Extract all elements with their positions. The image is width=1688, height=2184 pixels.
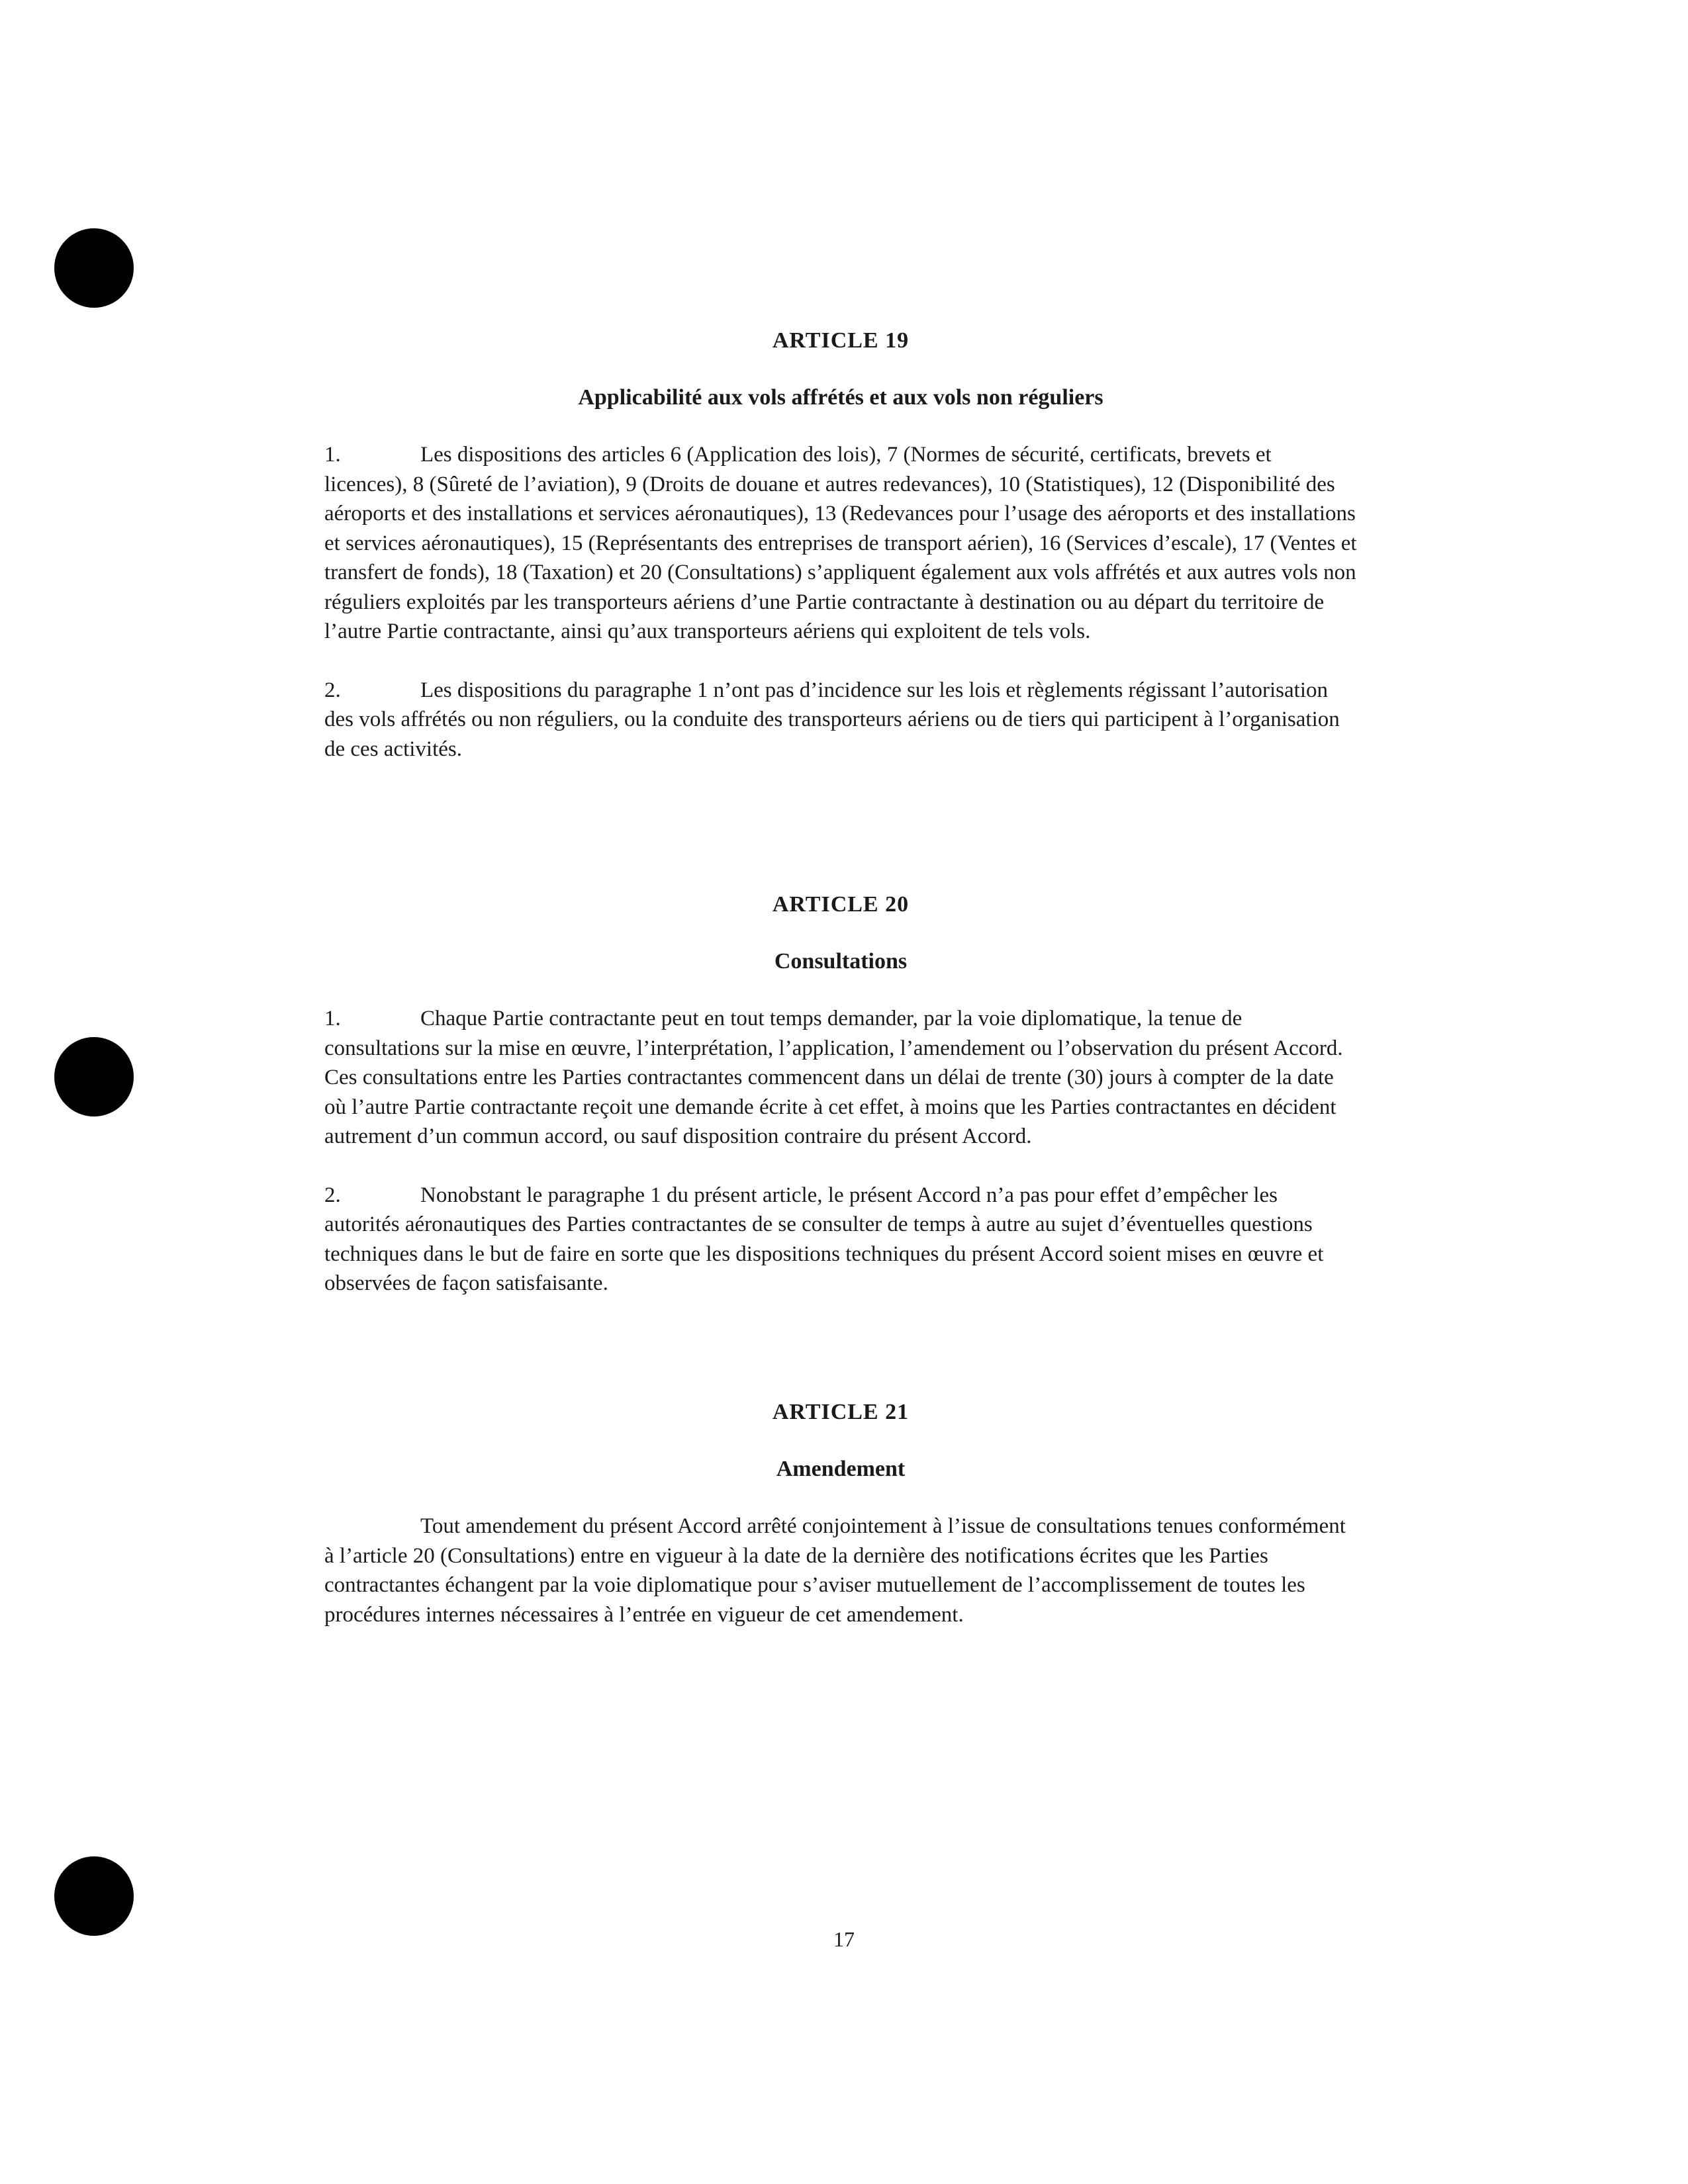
paragraph-text: Nonobstant le paragraphe 1 du présent article, le présent Accord n’a pas pour effet d’empêcher les autorités aéronautiques des Parties contractantes de se consulter de temps à autre au sujet d’éventuelles questions techniques dans le but de faire en sorte que les dispositions techniques du présent Accord soient mises en œuvre et observées de façon satisfaisante. xyxy=(324,1183,1324,1295)
paragraph-text: Tout amendement du présent Accord arrêté conjointement à l’issue de consultations tenues conformément à l’article 20 (Consultations) entre en vigueur à la date de la dernière des notifications écrites que les Parties contractantes échangent par la voie diplomatique pour s’aviser mutuellement de l’accomplissement de toutes les procédures internes nécessaires à l’entrée en vigueur de cet amendement. xyxy=(324,1514,1346,1627)
paragraph-number: 2. xyxy=(324,678,341,702)
paragraph-number: 2. xyxy=(324,1183,341,1207)
paragraph-number: 1. xyxy=(324,443,341,467)
article-heading: ARTICLE 20 xyxy=(772,892,910,917)
article-title: Consultations xyxy=(774,949,908,974)
article-paragraph xyxy=(324,1512,1357,1629)
article-paragraph xyxy=(324,1004,1357,1152)
article-19-section xyxy=(324,326,1357,764)
article-heading: ARTICLE 21 xyxy=(772,1400,910,1424)
article-21-section xyxy=(324,1398,1357,1629)
article-paragraph xyxy=(324,676,1357,764)
article-title: Amendement xyxy=(776,1457,906,1481)
punch-hole-middle xyxy=(54,1037,134,1116)
paragraph-text: Chaque Partie contractante peut en tout temps demander, par la voie diplomatique, la tenue de consultations sur la mise en œuvre, l’interprétation, l’application, l’amendement ou l’observation du présent Accord. Ces consultations entre les Parties contractantes commencent dans un délai de trente (30) jours à compter de la date où l’autre Partie contractante reçoit une demande écrite à cet effet, à moins que les Parties contractantes en décident autrement d’un commun accord, ou sauf disposition contraire du présent Accord. xyxy=(324,1007,1343,1148)
article-heading: ARTICLE 19 xyxy=(772,328,910,353)
article-paragraph xyxy=(324,440,1357,647)
punch-hole-top xyxy=(54,228,134,308)
article-title: Applicabilité aux vols affrétés et aux vols non réguliers xyxy=(578,385,1103,410)
paragraph-text: Les dispositions des articles 6 (Application des lois), 7 (Normes de sécurité, certificats, brevets et licences), 8 (Sûreté de l’aviation), 9 (Droits de douane et autres redevances), 10 (Statistiques), 12 (Disponibilité des aéroports et des installations et services aéronautiques), 13 (Redevances pour l’usage des aéroports et des installations et services aéronautiques), 15 (Représentants des entreprises de transport aérien), 16 (Services d’escale), 17 (Ventes et transfert de fonds), 18 (Taxation) et 20 (Consultations) s’appliquent également aux vols affrétés et aux autres vols non réguliers exploités par les transporteurs aériens d’une Partie contractante à destination ou au départ du territoire de l’autre Partie contractante, ainsi qu’aux transporteurs aériens qui exploitent de tels vols. xyxy=(324,443,1357,643)
paragraph-number: 1. xyxy=(324,1007,341,1030)
page-number: 17 xyxy=(833,1927,855,1951)
punch-hole-bottom xyxy=(54,1856,134,1936)
article-20-section xyxy=(324,890,1357,1298)
article-paragraph xyxy=(324,1181,1357,1298)
paragraph-text: Les dispositions du paragraphe 1 n’ont pas d’incidence sur les lois et règlements régissant l’autorisation des vols affrétés ou non réguliers, ou la conduite des transporteurs aériens ou de tiers qui participent à l’organisation de ces activités. xyxy=(324,678,1340,761)
